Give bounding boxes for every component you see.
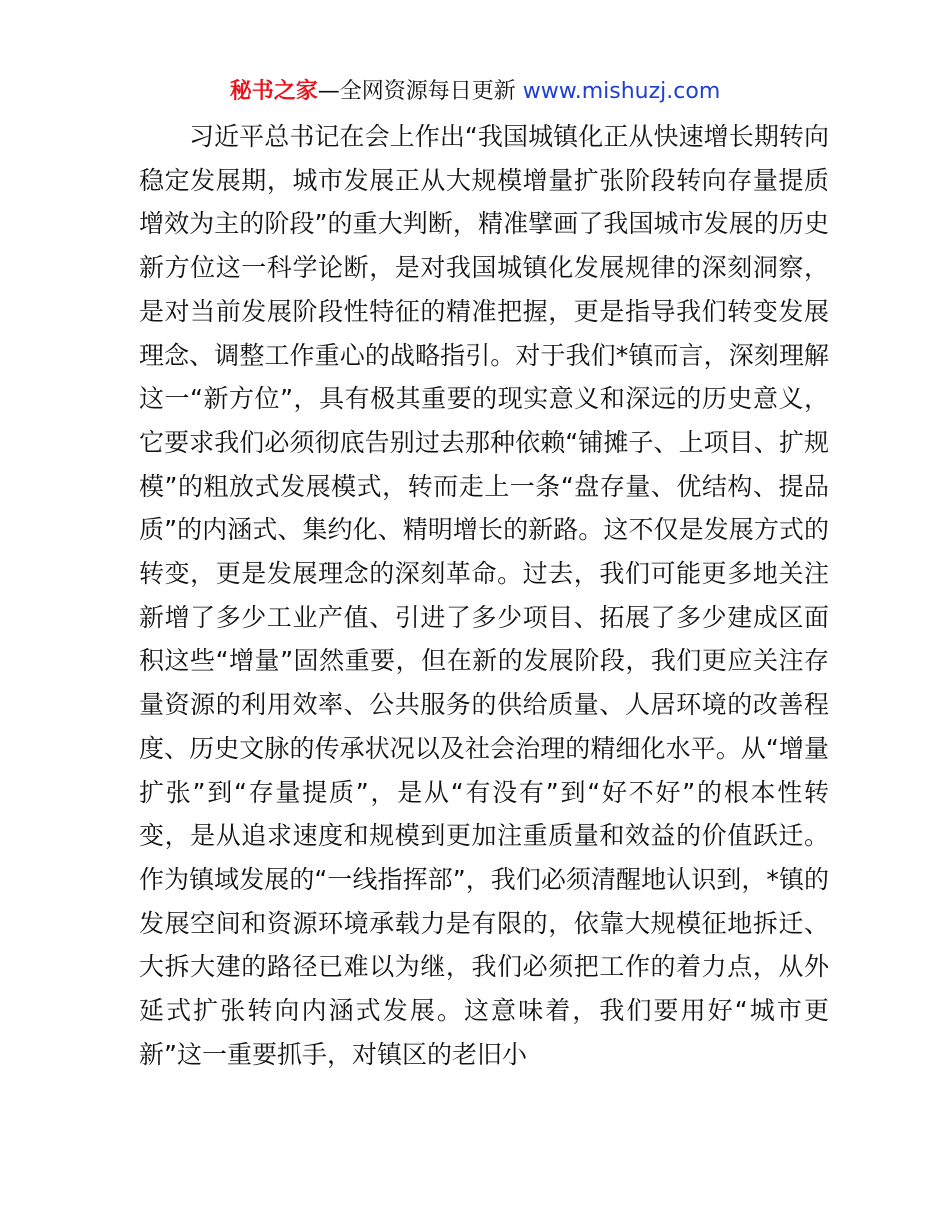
site-header (0, 76, 950, 108)
header-tagline: —全网资源每日更新 (317, 79, 516, 104)
body-paragraph: 习近平总书记在会上作出“我国城镇化正从快速增长期转向稳定发展期，城市发展正从大规模增量扩张阶段转向存量提质增效为主的阶段”的重大判断，精准擘画了我国城市发展的历史新方位这一科学论断，是对我国城镇化发展规律的深刻洞察，是对当前发展阶段性特征的精准把握，更是指导我们转变发展理念、调整工作重心的战略指引。对于我们*镇而言，深刻理解这一“新方位”，具有极其重要的现实意义和深远的历史意义，它要求我们必须彻底告别过去那种依赖“铺摊子、上项目、扩规模”的粗放式发展模式，转而走上一条“盘存量、优结构、提品质”的内涵式、集约化、精明增长的新路。这不仅是发展方式的转变，更是发展理念的深刻革命。过去，我们可能更多地关注新增了多少工业产值、引进了多少项目、拓展了多少建成区面积这些“增量”固然重要，但在新的发展阶段，我们更应关注存量资源的利用效率、公共服务的供给质量、人居环境的改善程度、历史文脉的传承状况以及社会治理的精细化水平。从“增量扩张”到“存量提质”，是从“有没有”到“好不好”的根本性转变，是从追求速度和规模到更加注重质量和效益的价值跃迁。作为镇域发展的“一线指挥部”，我们必须清醒地认识到，*镇的发展空间和资源环境承载力是有限的，依靠大规模征地拆迁、大拆大建的路径已难以为继，我们必须把工作的着力点，从外延式扩张转向内涵式发展。这意味着，我们要用好“城市更新”这一重要抓手，对镇区的老旧小 (139, 122, 829, 1069)
brand-name: 秘书之家 (229, 79, 318, 104)
site-url-link[interactable]: www.mishuzj.com (522, 79, 721, 104)
